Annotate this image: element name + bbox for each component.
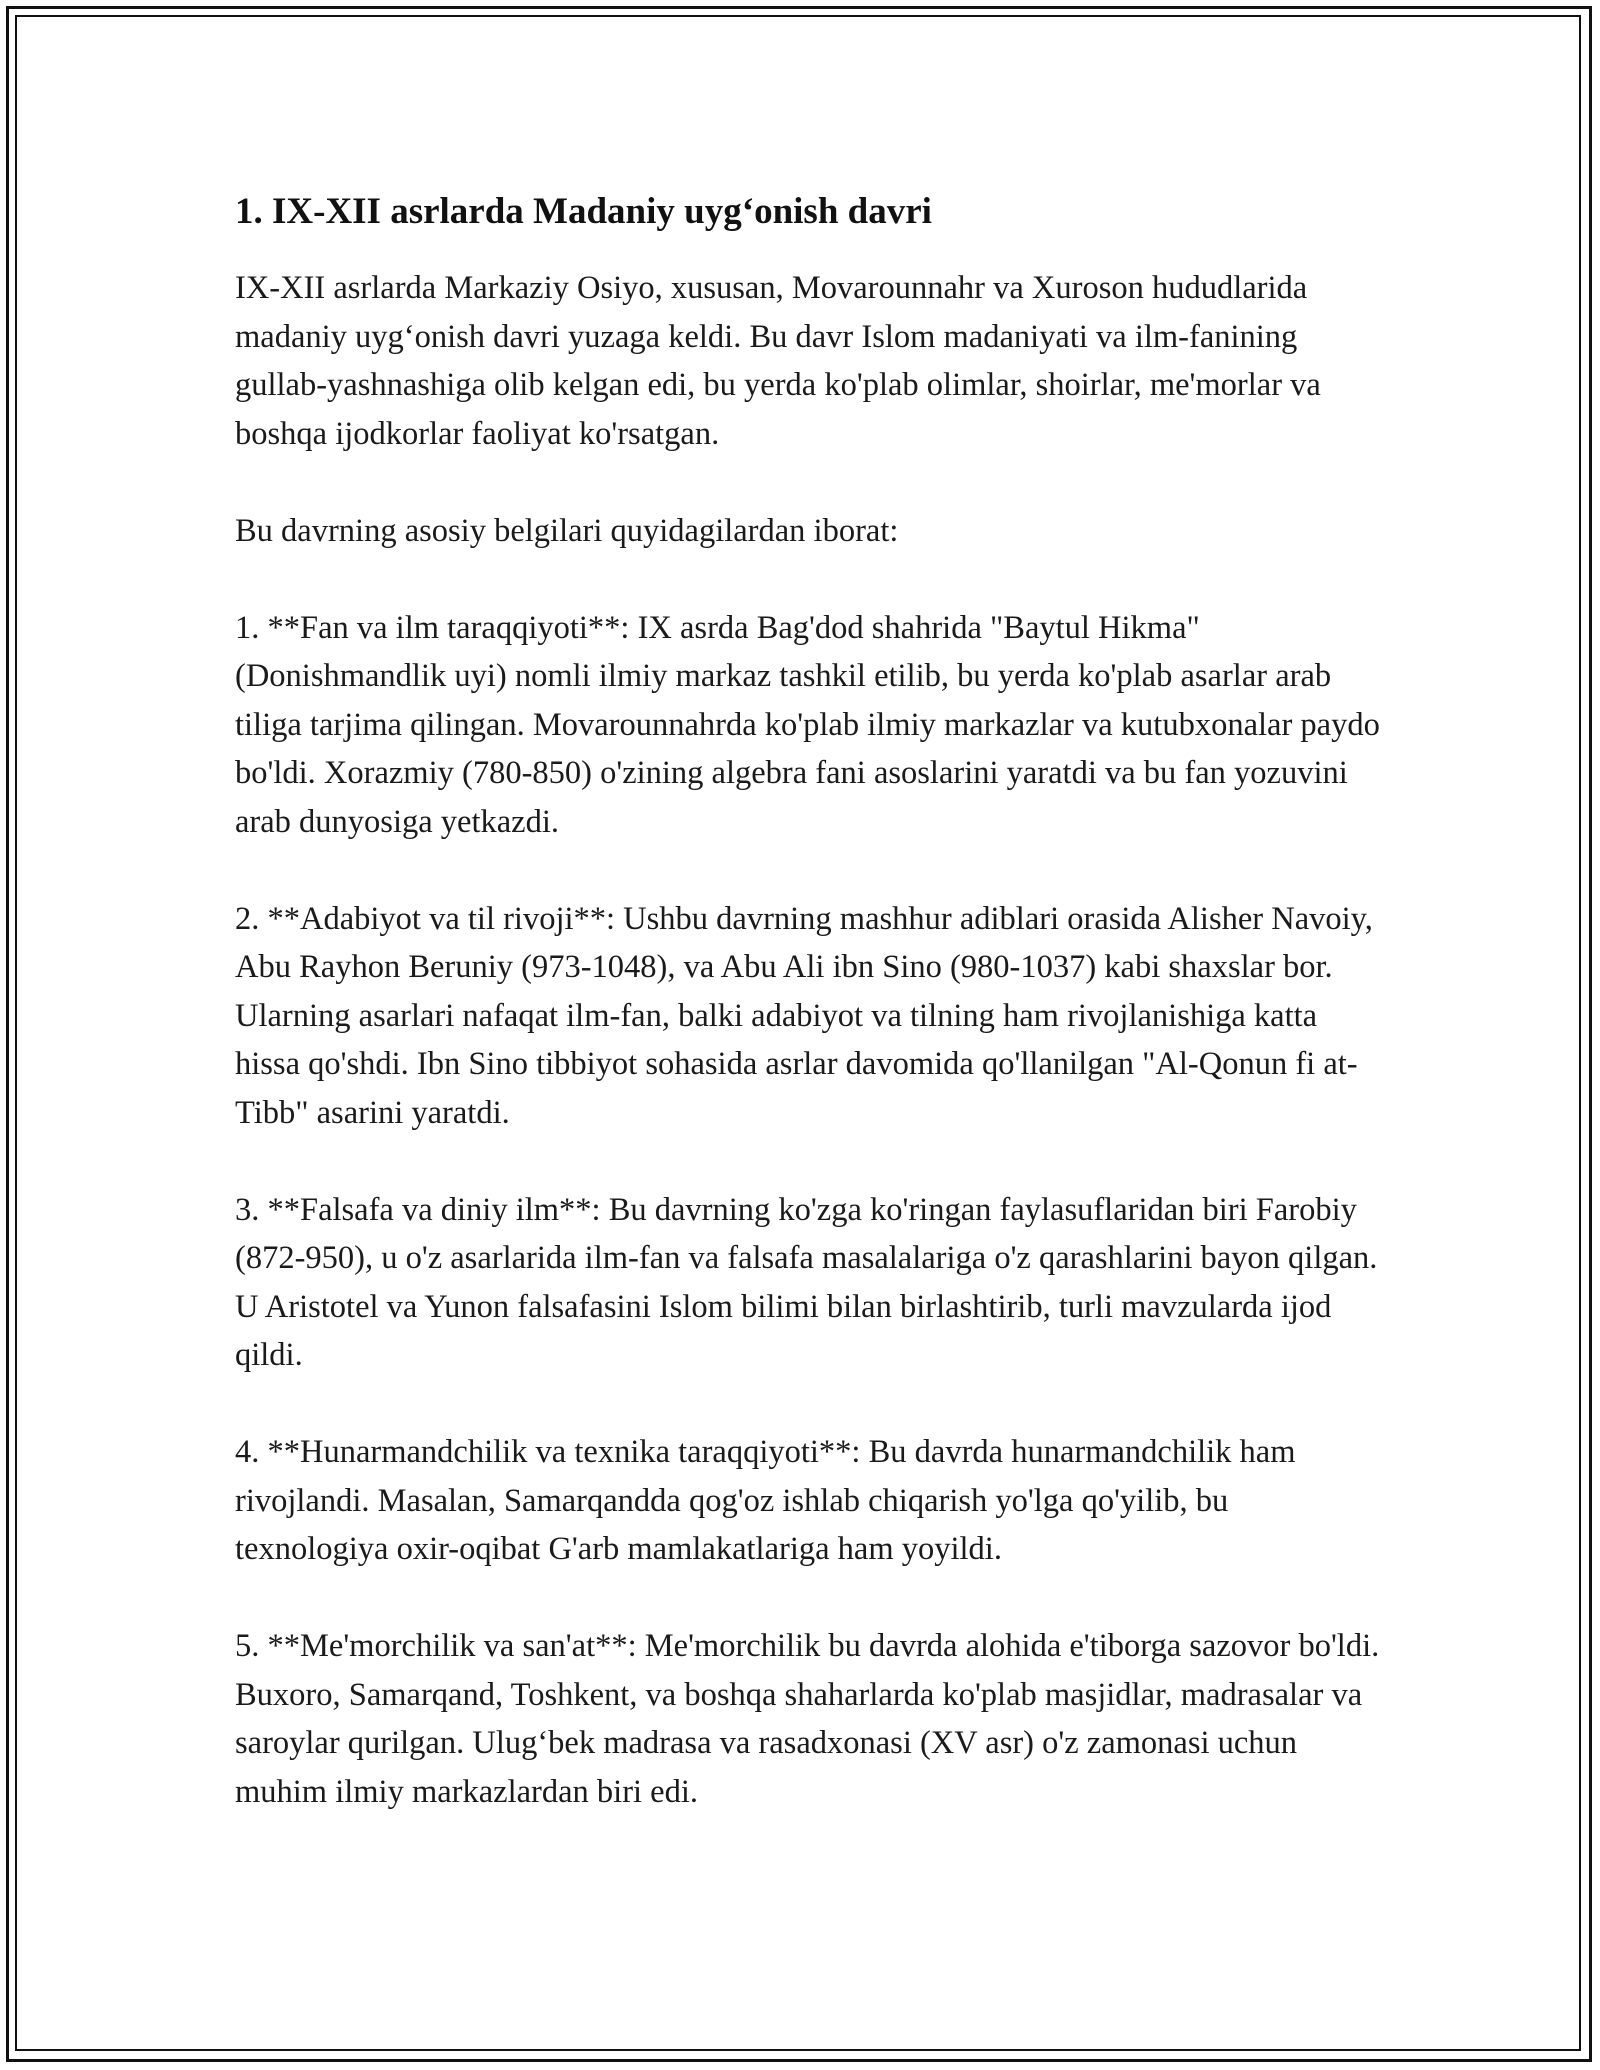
list-item-philosophy: 3. **Falsafa va diniy ilm**: Bu davrning ko'zga ko'ringan faylasuflaridan biri Farobiy (872-950), u o'z asarlarida ilm-fan va falsafa masalalariga o'z qarashlarini bayon qilgan. U Aristotel va Yunon falsafasini Islom bilimi bilan birlashtirib, turli mavzularda ijod qildi. bbox=[235, 1191, 1378, 1373]
list-item-literature: 2. **Adabiyot va til rivoji**: Ushbu davrning mashhur adiblari orasida Alisher Navoiy, Abu Rayhon Beruniy (973-1048), va Abu Ali ibn Sino (980-1037) kabi shaxslar bor. Ularning asarlari nafaqat ilm-fan, balki adabiyot va tilning ham rivojlanishiga katta hissa qo'shdi. Ibn Sino tibbiyot sohasida asrlar davomida qo'llanilgan "Al-Qonun fi at-Tibb" asarini yaratdi. bbox=[235, 900, 1373, 1131]
list-item-science: 1. **Fan va ilm taraqqiyoti**: IX asrda Bag'dod shahrida "Baytul Hikma" (Donishmandlik uyi) nomli ilmiy markaz tashkil etilib, bu yerda ko'plab asarlar arab tiliga tarjima qilingan. Movarounnahrda ko'plab ilmiy markazlar va kutubxonalar paydo bo'ldi. Xorazmiy (780-850) o'zining algebra fani asoslarini yaratdi va bu fan yozuvini arab dunyosiga yetkazdi. bbox=[235, 609, 1380, 840]
intro-paragraph: IX-XII asrlarda Markaziy Osiyo, xususan, Movarounnahr va Xuroson hududlarida madaniy uyg‘onish davri yuzaga keldi. Bu davr Islom madaniyati va ilm-fanining gullab-yashnashiga olib kelgan edi, bu yerda ko'plab olimlar, shoirlar, me'morlar va boshqa ijodkorlar faoliyat ko'rsatgan. bbox=[235, 270, 1321, 452]
list-intro-paragraph: Bu davrning asosiy belgilari quyidagilardan iborat: bbox=[235, 512, 899, 549]
document-title: 1. IX-XII asrlarda Madaniy uyg‘onish davri bbox=[235, 191, 932, 232]
list-item-architecture: 5. **Me'morchilik va san'at**: Me'morchilik bu davrda alohida e'tiborga sazovor bo'ldi. Buxoro, Samarqand, Toshkent, va boshqa shaharlarda ko'plab masjidlar, madrasalar va saroylar qurilgan. Ulug‘bek madrasa va rasadxonasi (XV asr) o'z zamonasi uchun muhim ilmiy markazlardan biri edi. bbox=[235, 1628, 1380, 1810]
list-item-crafts: 4. **Hunarmandchilik va texnika taraqqiyoti**: Bu davrda hunarmandchilik ham rivojlandi. Masalan, Samarqandda qog'oz ishlab chiqarish yo'lga qo'yilib, bu texnologiya oxir-oqibat G'arb mamlakatlariga ham yoyildi. bbox=[235, 1434, 1296, 1567]
document-body bbox=[235, 186, 1385, 1865]
